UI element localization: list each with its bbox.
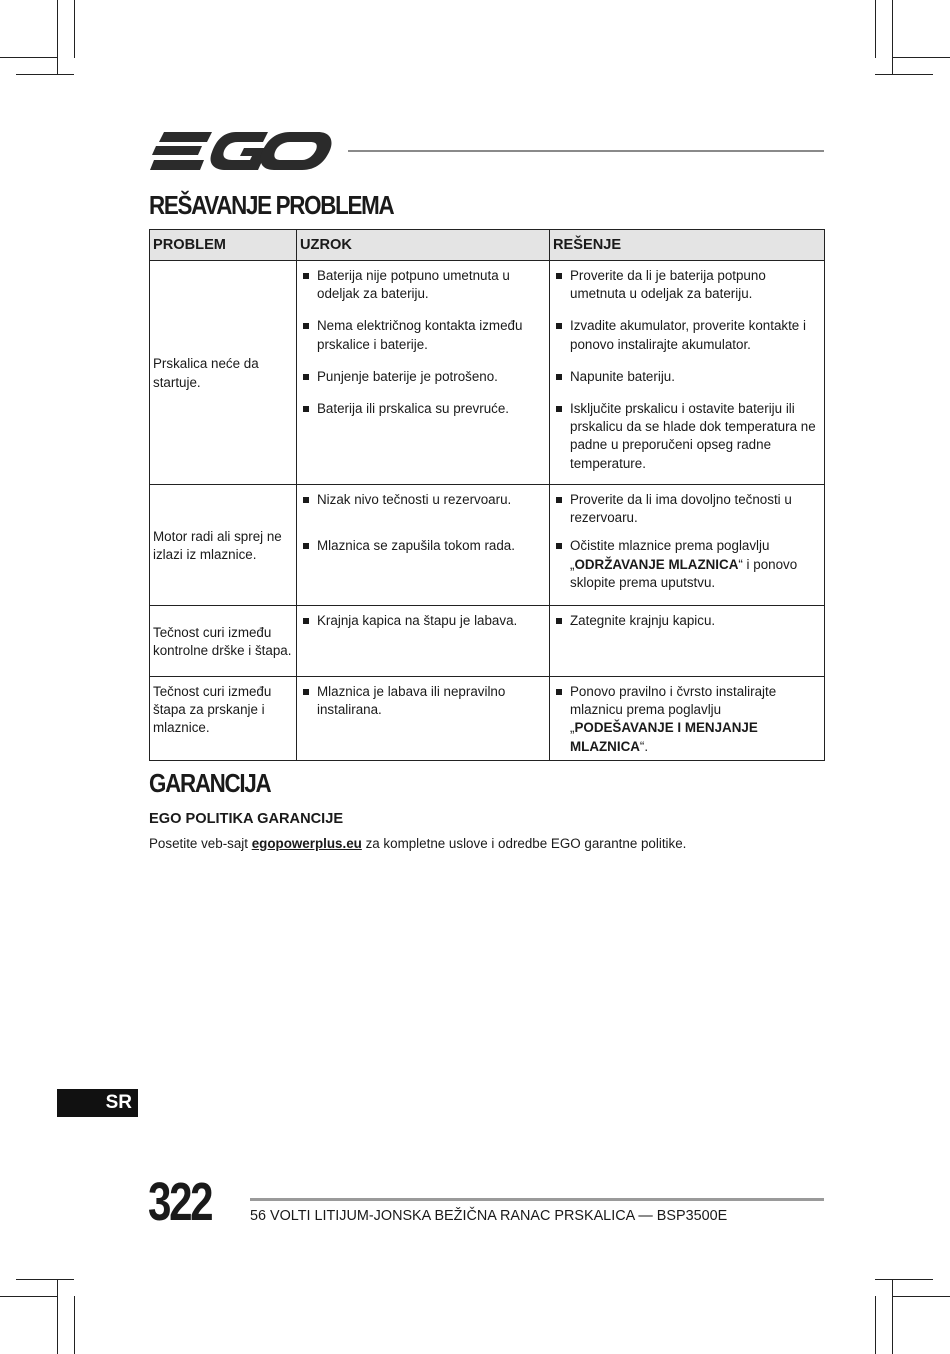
crop-mark [57, 0, 58, 74]
crop-mark [74, 0, 75, 58]
table-header-row [150, 230, 825, 261]
header-problem: PROBLEM [150, 230, 297, 261]
list-item [554, 683, 820, 756]
text-run: Očistite mlaznice prema poglavlju „ [570, 538, 770, 572]
ego-logo [150, 130, 332, 172]
text-run: “. [639, 738, 649, 754]
solution-cell [550, 485, 825, 606]
problem-cell: Motor radi ali sprej ne izlazi iz mlaznice. [150, 485, 297, 606]
crop-mark [57, 1280, 58, 1354]
list-item: Nema električnog kontakta između prskalice i baterije. [301, 317, 545, 353]
crop-mark [74, 1296, 75, 1354]
crop-mark [892, 57, 950, 58]
text-run: za kompletne uslove i odredbe EGO garantne politike. [361, 836, 687, 851]
list-item: Punjenje baterije je potrošeno. [301, 368, 545, 386]
crop-mark [16, 74, 74, 75]
header-cause: UZROK [297, 230, 550, 261]
warranty-subtitle: EGO POLITIKA GARANCIJE [149, 811, 344, 827]
list-item: Napunite bateriju. [554, 368, 820, 386]
crop-mark [0, 57, 58, 58]
page-number: 322 [148, 1172, 212, 1232]
problem-cell: Tečnost curi između štapa za prskanje i mlaznice. [150, 677, 297, 761]
header-rule [348, 150, 824, 152]
chapter-ref: PODEŠAVANJE I MENJANJE MLAZNICA [570, 720, 758, 754]
list-item: Zategnite krajnju kapicu. [554, 612, 820, 630]
crop-mark [892, 0, 893, 74]
list-item: Nizak nivo tečnosti u rezervoaru. [301, 491, 545, 509]
list-item: Mlaznica se zapušila tokom rada. [301, 537, 545, 555]
list-item: Isključite prskalicu i ostavite bateriju ili prskalicu da se hlade dok temperatura ne padne u preporučeni opseg radne temperature. [554, 400, 820, 473]
list-item: Mlaznica je labava ili nepravilno instalirana. [301, 683, 545, 719]
crop-mark [892, 1280, 893, 1354]
cause-cell [297, 485, 550, 606]
text-run: Ponovo pravilno i čvrsto instalirajte mlaznicu prema poglavlju „ [570, 684, 777, 736]
list-item [554, 537, 820, 592]
table-row [150, 485, 825, 606]
warranty-title: GARANCIJA [149, 768, 271, 798]
warranty-text [149, 836, 686, 851]
list-item: Proverite da li ima dovoljno tečnosti u rezervoaru. [554, 491, 820, 527]
problem-cell: Tečnost curi između kontrolne drške i štapa. [150, 606, 297, 677]
list-item: Izvadite akumulator, proverite kontakte i ponovo instalirajte akumulator. [554, 317, 820, 353]
text-run: Posetite veb-sajt [149, 836, 252, 851]
solution-cell [550, 261, 825, 485]
crop-mark [0, 1296, 58, 1297]
solution-cell [550, 606, 825, 677]
crop-mark [875, 1296, 876, 1354]
table-row [150, 677, 825, 761]
crop-mark [16, 1279, 74, 1280]
table-row [150, 261, 825, 485]
cause-cell [297, 261, 550, 485]
header-solution: REŠENJE [550, 230, 825, 261]
crop-mark [892, 1296, 950, 1297]
list-item: Proverite da li je baterija potpuno umetnuta u odeljak za bateriju. [554, 267, 820, 303]
troubleshooting-title: REŠAVANJE PROBLEMA [149, 190, 394, 220]
list-item: Krajnja kapica na štapu je labava. [301, 612, 545, 630]
language-tab: SR [57, 1089, 138, 1117]
solution-cell [550, 677, 825, 761]
crop-mark [875, 1279, 933, 1280]
list-item: Baterija ili prskalica su prevruće. [301, 400, 545, 418]
table-row [150, 606, 825, 677]
crop-mark [875, 0, 876, 58]
troubleshooting-table [149, 229, 825, 761]
footer-rule [250, 1198, 824, 1201]
list-item: Baterija nije potpuno umetnuta u odeljak za bateriju. [301, 267, 545, 303]
cause-cell [297, 606, 550, 677]
website-link[interactable]: egopowerplus.eu [251, 836, 362, 851]
cause-cell [297, 677, 550, 761]
footer-title: 56 VOLTI LITIJUM-JONSKA BEŽIČNA RANAC PRSKALICA — BSP3500E [250, 1208, 728, 1224]
text-run: “ i ponovo sklopite prema uputstvu. [570, 556, 798, 590]
chapter-ref: ODRŽAVANJE MLAZNICA [574, 556, 739, 572]
crop-mark [875, 74, 933, 75]
problem-cell: Prskalica neće da startuje. [150, 261, 297, 485]
